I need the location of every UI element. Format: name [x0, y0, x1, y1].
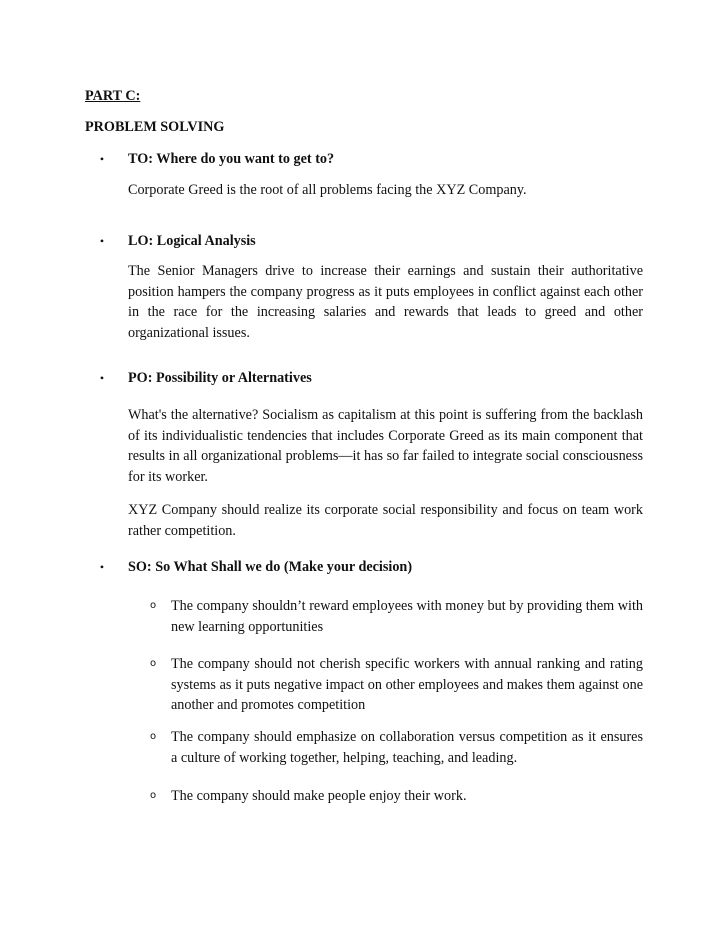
paragraph-po-1: What's the alternative? Socialism as capitalism at this point is suffering from the backlash of its individualistic tendencies that includes Corporate Greed as its main component that results in all organizational problems—it has so far failed to integrate social consciousness for its worker.	[128, 407, 643, 485]
heading-po: PO: Possibility or Alternatives	[128, 370, 312, 386]
list-item: The company should not cherish specific workers with annual ranking and rating systems as it puts negative impact on other employees and makes them against one another and promotes competition	[171, 656, 643, 713]
bullet-icon: •	[99, 371, 105, 385]
list-item: The company should emphasize on collaboration versus competition as it ensures a culture of working together, helping, teaching, and leading.	[171, 729, 643, 766]
heading-lo: LO: Logical Analysis	[128, 233, 256, 249]
bullet-icon: •	[99, 152, 105, 166]
bullet-icon: •	[99, 560, 105, 574]
sub-bullet-icon: o	[149, 600, 157, 611]
paragraph-lo: The Senior Managers drive to increase their earnings and sustain their authoritative position hampers the company progress as it puts employees in conflict against each other in the race for the increasing salaries and rewards that leads to greed and other organizational issues.	[128, 263, 643, 341]
paragraph-to: Corporate Greed is the root of all problems facing the XYZ Company.	[128, 182, 527, 198]
part-title: PART C:	[85, 88, 141, 104]
sub-bullet-icon: o	[149, 790, 157, 801]
section-title: PROBLEM SOLVING	[85, 119, 225, 135]
list-item: The company shouldn’t reward employees with money but by providing them with new learning opportunities	[171, 598, 643, 635]
heading-so: SO: So What Shall we do (Make your decision)	[128, 559, 413, 575]
list-item: The company should make people enjoy their work.	[171, 788, 467, 804]
sub-bullet-icon: o	[149, 658, 157, 669]
bullet-icon: •	[99, 234, 105, 248]
sub-bullet-icon: o	[149, 731, 157, 742]
paragraph-po-2: XYZ Company should realize its corporate social responsibility and focus on team work rather competition.	[128, 502, 643, 539]
heading-to: TO: Where do you want to get to?	[128, 151, 335, 167]
